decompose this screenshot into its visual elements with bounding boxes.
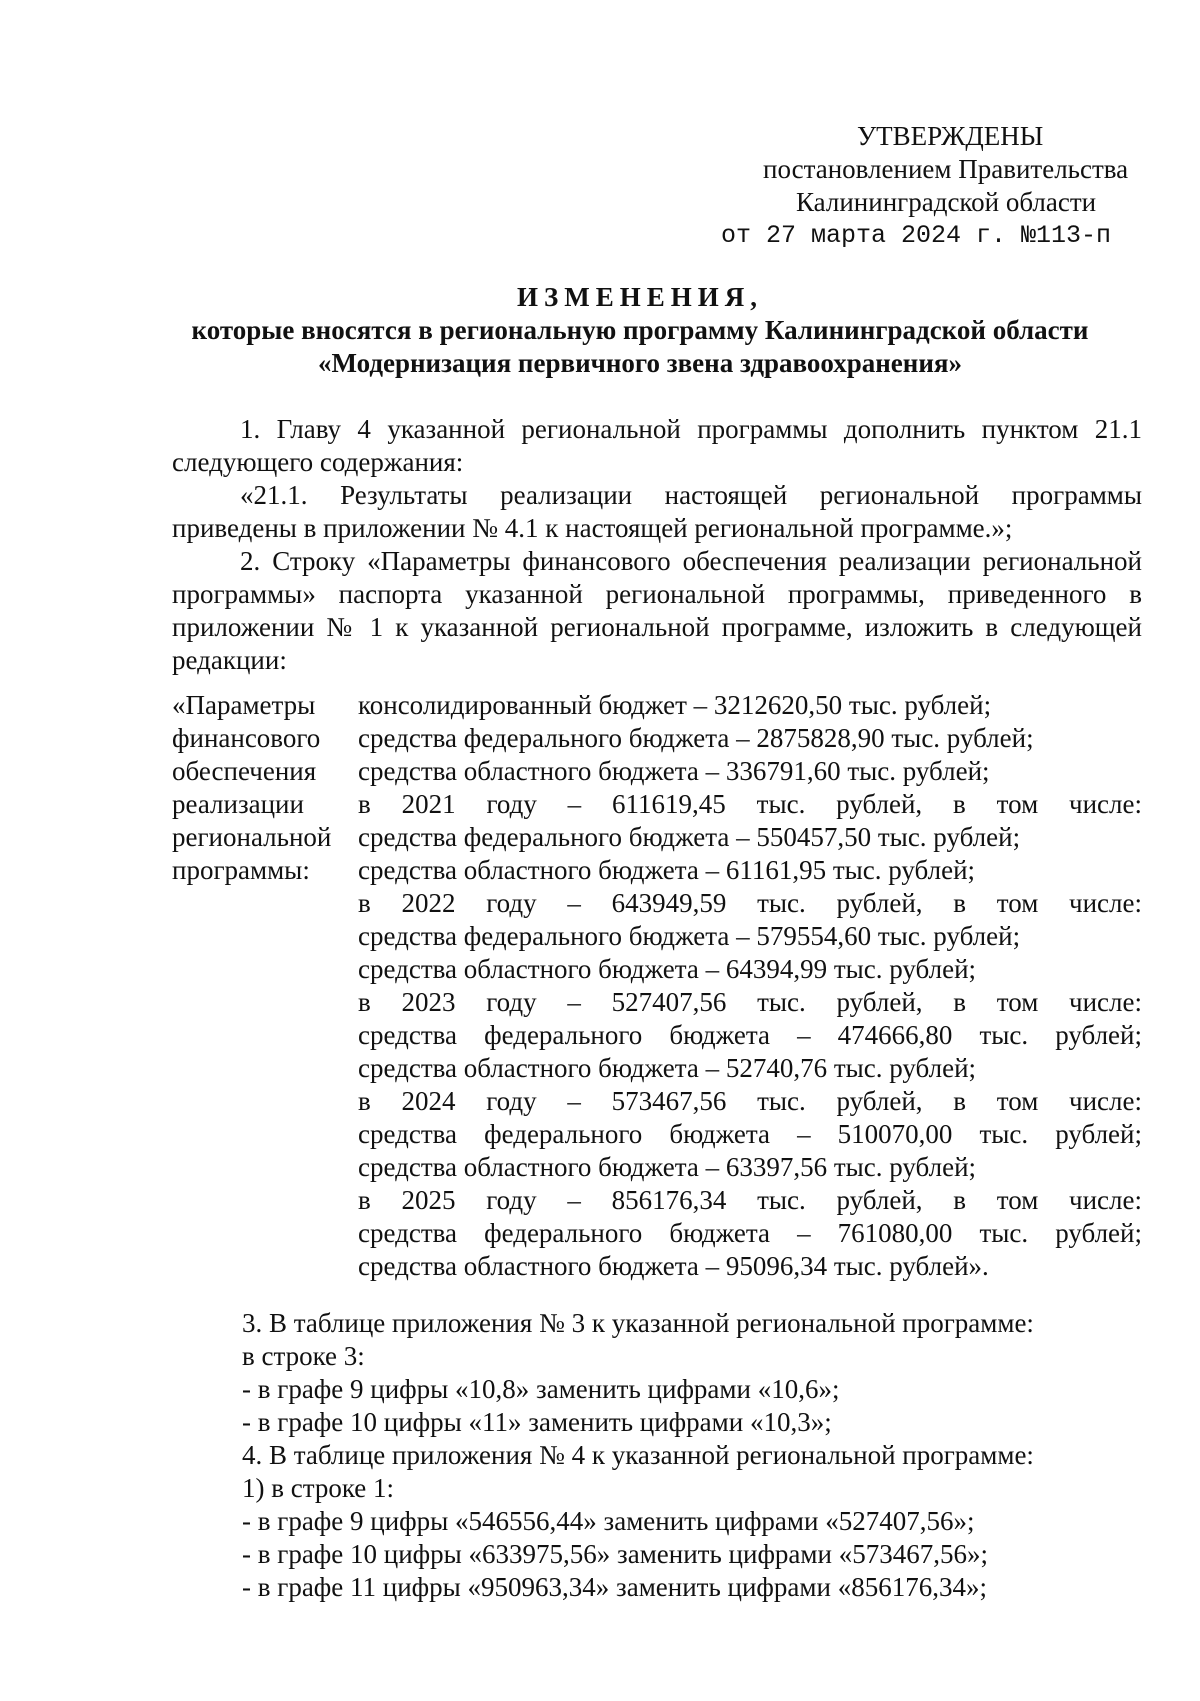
- params-value-line: средства федерального бюджета – 550457,50 тыс. рублей;: [358, 822, 1021, 852]
- params-label-line: реализации: [172, 789, 304, 819]
- title-line-2: которые вносятся в региональную программу Калининградской области: [191, 315, 1089, 345]
- item-line: в строке 3:: [242, 1341, 365, 1371]
- item-line: - в графе 9 цифры «546556,44» заменить цифрами «527407,56»;: [242, 1506, 975, 1536]
- approval-line-1: УТВЕРЖДЕНЫ: [857, 121, 1044, 151]
- item-line: - в графе 10 цифры «11» заменить цифрами «10,3»;: [242, 1407, 832, 1437]
- params-label-line: региональной: [172, 822, 332, 852]
- params-label: [172, 689, 352, 887]
- approval-line-2: постановлением Правительства: [763, 154, 1129, 184]
- params-value-line: средства областного бюджета – 64394,99 тыс. рублей;: [358, 954, 977, 984]
- params-label-line: финансового: [172, 723, 321, 753]
- params-values: [358, 689, 1142, 1283]
- title-heading: ИЗМЕНЕНИЯ,: [516, 282, 763, 312]
- title-line-3: «Модернизация первичного звена здравоохранения»: [317, 348, 963, 378]
- params-value-line: средства федерального бюджета – 2875828,90 тыс. рублей;: [358, 723, 1034, 753]
- approval-line-4: от 27 марта 2024 г. №113-п: [721, 221, 1112, 250]
- params-value-line: консолидированный бюджет – 3212620,50 тыс. рублей;: [358, 690, 992, 720]
- item-line: 3. В таблице приложения № 3 к указанной региональной программе:: [242, 1308, 1034, 1338]
- item-line: - в графе 11 цифры «950963,34» заменить цифрами «856176,34»;: [242, 1572, 987, 1602]
- params-value-line: в 2022 году – 643949,59 тыс. рублей, в том числе:: [358, 888, 1142, 918]
- item-line: 1) в строке 1:: [242, 1473, 395, 1503]
- item-2: 2. Строку «Параметры финансового обеспечения реализации региональной программы» паспорта указанной региональной программы, приведенного в приложении № 1 к указанной региональной программе, изложить в следующей редакции:: [172, 546, 1142, 675]
- params-value-line: средства федерального бюджета – 761080,00 тыс. рублей;: [358, 1218, 1142, 1248]
- approval-line-3: Калининградской области: [796, 187, 1097, 217]
- params-value-line: средства областного бюджета – 336791,60 тыс. рублей;: [358, 756, 990, 786]
- item-line: - в графе 9 цифры «10,8» заменить цифрами «10,6»;: [242, 1374, 840, 1404]
- item-1-quote: «21.1. Результаты реализации настоящей региональной программы приведены в приложении № 4.1 к настоящей региональной программе.»;: [172, 480, 1142, 543]
- params-value-line: средства федерального бюджета – 510070,00 тыс. рублей;: [358, 1119, 1142, 1149]
- items-block: [172, 413, 1142, 677]
- params-label-line: обеспечения: [172, 756, 317, 786]
- params-value-line: средства федерального бюджета – 579554,60 тыс. рублей;: [358, 921, 1021, 951]
- item-line: 4. В таблице приложения № 4 к указанной региональной программе:: [242, 1440, 1034, 1470]
- item-line: - в графе 10 цифры «633975,56» заменить цифрами «573467,56»;: [242, 1539, 988, 1569]
- params-value-line: средства областного бюджета – 95096,34 тыс. рублей».: [358, 1251, 989, 1281]
- document-title: [160, 281, 1120, 380]
- params-value-line: в 2021 году – 611619,45 тыс. рублей, в том числе:: [358, 789, 1142, 819]
- item-1: 1. Главу 4 указанной региональной программы дополнить пунктом 21.1 следующего содержания:: [172, 414, 1142, 477]
- params-label-line: «Параметры: [172, 690, 316, 720]
- approval-stamp: [0, 120, 1200, 250]
- params-value-line: в 2024 году – 573467,56 тыс. рублей, в том числе:: [358, 1086, 1142, 1116]
- params-value-line: средства федерального бюджета – 474666,80 тыс. рублей;: [358, 1020, 1142, 1050]
- items-3-4: [242, 1307, 1142, 1604]
- params-value-line: в 2025 году – 856176,34 тыс. рублей, в том числе:: [358, 1185, 1142, 1215]
- params-value-line: средства областного бюджета – 61161,95 тыс. рублей;: [358, 855, 976, 885]
- params-value-line: средства областного бюджета – 63397,56 тыс. рублей;: [358, 1152, 977, 1182]
- params-value-line: в 2023 году – 527407,56 тыс. рублей, в том числе:: [358, 987, 1142, 1017]
- params-value-line: средства областного бюджета – 52740,76 тыс. рублей;: [358, 1053, 977, 1083]
- params-label-line: программы:: [172, 855, 310, 885]
